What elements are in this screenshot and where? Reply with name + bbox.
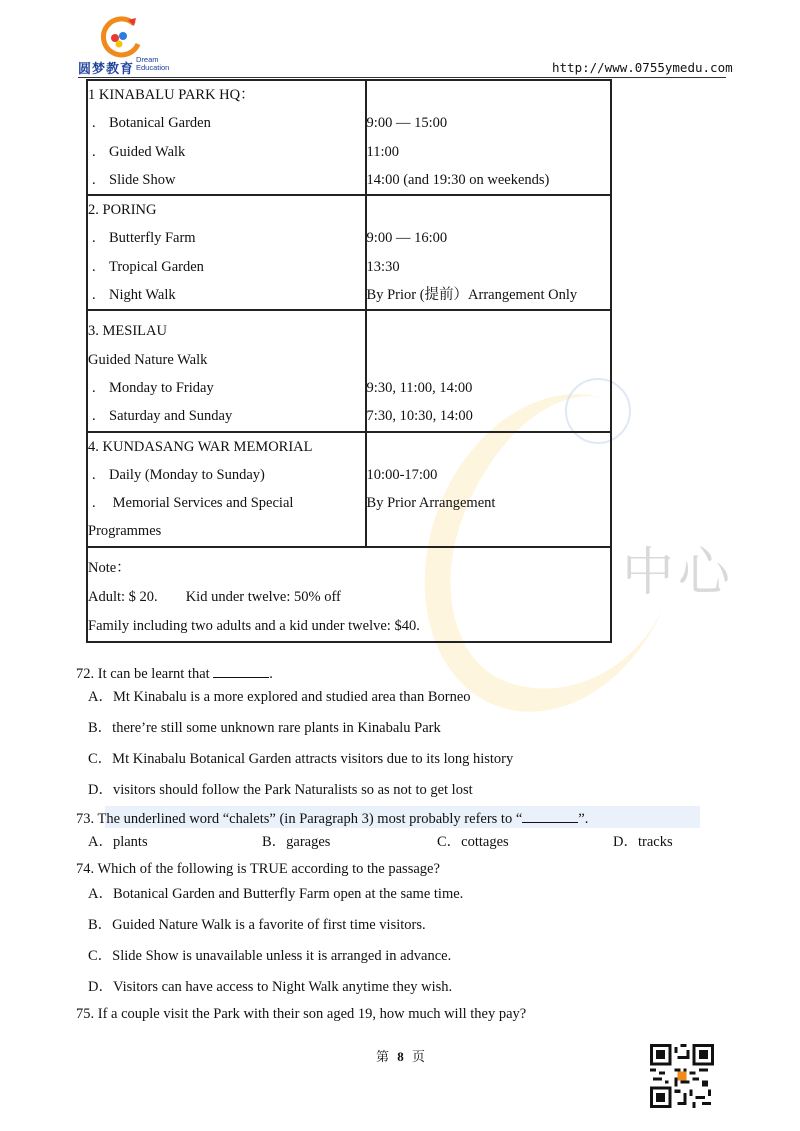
- activity: . Butterfly Farm: [92, 230, 196, 247]
- logo-english-text: Dream Education: [136, 55, 170, 72]
- time: 9:00 — 15:00: [366, 115, 448, 132]
- time: 9:00 — 16:00: [366, 230, 448, 247]
- answer-blank: [522, 809, 578, 823]
- activity: . Night Walk: [92, 287, 176, 304]
- activity: . Guided Walk: [92, 143, 186, 160]
- question-72-stem: 72. It can be learnt that .: [76, 666, 273, 682]
- section-title: 2. PORING: [88, 202, 157, 219]
- section-subtitle: Guided Nature Walk: [88, 351, 208, 368]
- note-prices: Adult: $ 20. Kid under twelve: 50% off: [88, 588, 341, 605]
- note-family: Family including two adults and a kid under twelve: $40.: [88, 617, 420, 634]
- header-rule: [78, 77, 726, 78]
- question-73-stem: 73. The underlined word “chalets” (in Paragraph 3) most probably refers to “ ”.: [76, 811, 589, 827]
- schedule-table: [86, 79, 612, 643]
- activity: . Memorial Services and Special: [92, 495, 294, 512]
- activity-continuation: Programmes: [88, 523, 162, 540]
- question-73-option-d: D．tracks: [613, 834, 673, 850]
- time: 7:30, 10:30, 14:00: [366, 408, 473, 425]
- question-72-option-d: D．visitors should follow the Park Naturalists so as not to get lost: [88, 782, 473, 798]
- activity: . Botanical Garden: [92, 115, 211, 132]
- question-74-option-b: B．Guided Nature Walk is a favorite of first time visitors.: [88, 917, 426, 933]
- section-kinabalu-hq: [87, 80, 611, 195]
- question-72-option-b: B．there’re still some unknown rare plants in Kinabalu Park: [88, 720, 441, 736]
- time: 14:00 (and 19:30 on weekends): [366, 171, 550, 188]
- activity: . Daily (Monday to Sunday): [92, 466, 265, 483]
- section-kundasang: [87, 432, 611, 547]
- note-label: Note：: [88, 559, 131, 576]
- page-number: 第 8 页: [376, 1049, 426, 1065]
- time: 9:30, 11:00, 14:00: [366, 379, 473, 396]
- time: 11:00: [366, 143, 400, 160]
- time: 13:30: [366, 258, 400, 275]
- logo-chinese-text: 圆梦教育: [78, 62, 135, 77]
- qr-code-icon: [650, 1044, 714, 1108]
- section-title: 3. MESILAU: [88, 323, 167, 340]
- question-74-option-d: D．Visitors can have access to Night Walk anytime they wish.: [88, 979, 453, 995]
- question-74-stem: 74. Which of the following is TRUE according to the passage?: [76, 861, 440, 877]
- time: By Prior (提前）Arrangement Only: [366, 287, 578, 304]
- question-73-option-b: B．garages: [262, 834, 331, 850]
- activity: . Monday to Friday: [92, 379, 214, 396]
- header-url: http://www.0755ymedu.com: [552, 60, 733, 75]
- question-73-option-c: C．cottages: [437, 834, 509, 850]
- question-74-option-c: C．Slide Show is unavailable unless it is arranged in advance.: [88, 948, 452, 964]
- question-74-option-a: A．Botanical Garden and Butterfly Farm open at the same time.: [88, 886, 464, 902]
- time: By Prior Arrangement: [366, 495, 496, 512]
- activity: . Saturday and Sunday: [92, 408, 233, 425]
- question-72-option-a: A．Mt Kinabalu is a more explored and studied area than Borneo: [88, 689, 471, 705]
- activity: . Tropical Garden: [92, 258, 204, 275]
- activity: . Slide Show: [92, 171, 176, 188]
- question-73-option-a: A．plants: [88, 834, 148, 850]
- question-72-option-c: C．Mt Kinabalu Botanical Garden attracts visitors due to its long history: [88, 751, 514, 767]
- question-75-stem: 75. If a couple visit the Park with their son aged 19, how much will they pay?: [76, 1006, 527, 1022]
- logo-icon: [98, 14, 142, 58]
- section-title: 4. KUNDASANG WAR MEMORIAL: [88, 438, 313, 455]
- answer-blank: [213, 664, 269, 678]
- note-row: [87, 547, 611, 642]
- section-title: 1 KINABALU PARK HQ：: [88, 87, 255, 103]
- section-mesilau: [87, 310, 611, 431]
- time: 10:00-17:00: [366, 466, 438, 483]
- section-poring: [87, 195, 611, 310]
- watermark-text: 中心: [622, 543, 735, 603]
- dream-education-logo: [78, 14, 178, 77]
